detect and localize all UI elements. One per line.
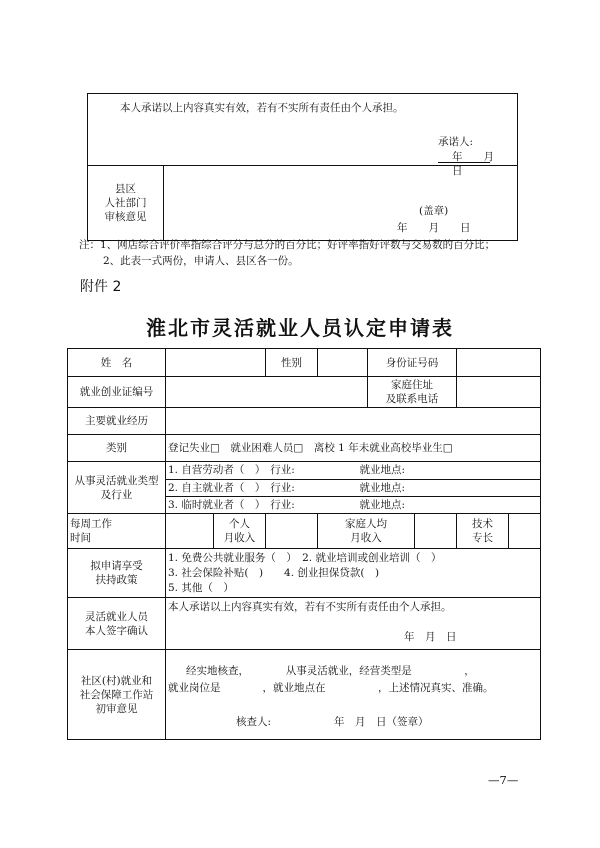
form-title: 淮北市灵活就业人员认定申请表 (146, 316, 454, 340)
pledge-date: 年 月 日 (452, 151, 515, 177)
type-label-line: 从事灵活就业类型 (74, 474, 159, 487)
type-option[interactable]: 3. 临时就业者（ ） (166, 496, 268, 513)
place-field[interactable]: 就业地点: (358, 479, 541, 496)
seal-label: (盖章) (419, 205, 449, 217)
address-label (368, 377, 457, 408)
category-options[interactable]: 登记失业□ 就业困难人员□ 离校 1 年未就业高校毕业生□ (166, 435, 541, 462)
station-line-1: 经实地核查， 从事灵活就业，经营类型是 ， (186, 665, 475, 677)
annex-label: 附件 2 (80, 279, 122, 295)
skill-label-line: 技术 (472, 518, 493, 530)
family-income-label-line: 家庭人均 (345, 518, 387, 530)
weekly-hours-field[interactable] (166, 514, 214, 549)
experience-label: 主要就业经历 (68, 408, 166, 435)
id-label: 身份证号码 (368, 349, 457, 377)
skill-label (457, 514, 509, 549)
policy-options (166, 549, 541, 598)
income-label-line: 月收入 (223, 532, 256, 544)
income-label (214, 514, 266, 549)
pledge-cell (88, 94, 518, 177)
review-date: 年 月 日 (397, 222, 471, 234)
station-line-2: 就业岗位是 ，就业地点在 ，上述情况真实、准确。 (168, 682, 494, 694)
gender-label: 性别 (266, 349, 318, 377)
sign-label-line: 灵活就业人员 (85, 610, 148, 623)
type-subtable (166, 462, 540, 513)
industry-field[interactable]: 行业: (270, 464, 295, 477)
pledge-text: 本人承诺以上内容真实有效，若有不实所有责任由个人承担。 (120, 102, 404, 114)
weekly-hours-label-line: 时间 (70, 532, 91, 544)
cert-field[interactable] (166, 377, 368, 408)
family-income-label (318, 514, 415, 549)
review-label-line: 人社部门 (104, 197, 147, 209)
industry-field[interactable]: 行业: (268, 479, 357, 496)
type-option[interactable]: 2. 自主就业者（ ） (166, 479, 268, 496)
experience-field[interactable] (166, 408, 541, 435)
station-sign: 核查人: 年 月 日（签章） (236, 716, 429, 728)
family-income-field[interactable] (415, 514, 457, 549)
sign-label-line: 本人签字确认 (85, 624, 148, 637)
income-label-line: 个人 (229, 518, 250, 530)
sign-label (68, 598, 166, 650)
page-number: —7— (488, 773, 519, 787)
note-line-1: 注：1、网店综合评价率指综合评分与总分的百分比；好评率指好评数与交易数的百分比； (79, 239, 496, 251)
sign-text: 本人承诺以上内容真实有效，若有不实所有责任由个人承担。 (168, 601, 452, 613)
policy-option[interactable]: 1. 免费公共就业服务（ ） 2. 就业培训或创业培训（ ） (168, 551, 442, 564)
skill-field[interactable] (509, 514, 541, 549)
review-opinion-cell (164, 166, 518, 241)
policy-option[interactable]: 5. 其他（ ） (168, 581, 234, 594)
address-label-line: 及联系电话 (385, 393, 439, 405)
income-field[interactable] (266, 514, 318, 549)
sign-cell[interactable] (166, 598, 541, 650)
station-cell[interactable] (166, 650, 541, 740)
station-label (68, 650, 166, 740)
id-field[interactable] (457, 349, 541, 377)
station-label-line: 初审意见 (95, 702, 138, 715)
name-field[interactable] (166, 349, 266, 377)
weekly-hours-label-line: 每周工作 (70, 518, 112, 530)
station-label-line: 社区(村)就业和 (80, 674, 153, 687)
type-label (68, 462, 166, 514)
family-income-label-line: 月收入 (350, 532, 382, 544)
review-label-line: 审核意见 (104, 211, 147, 223)
application-form (67, 348, 541, 740)
gender-field[interactable] (318, 349, 368, 377)
category-label: 类别 (68, 435, 166, 462)
weekly-hours-label (68, 514, 166, 549)
type-option[interactable]: 1. 自营劳动者（ ） (168, 464, 266, 477)
place-field[interactable]: 就业地点: (359, 464, 406, 477)
address-field[interactable] (457, 377, 541, 408)
name-label: 姓 名 (68, 349, 166, 377)
address-label-line: 家庭住址 (391, 379, 433, 391)
station-label-line: 社会保障工作站 (79, 688, 154, 701)
policy-label (68, 549, 166, 598)
type-cell (166, 462, 541, 514)
review-label-line: 县区 (115, 183, 136, 195)
industry-field[interactable]: 行业: (268, 496, 357, 513)
policy-label-line: 扶持政策 (95, 574, 138, 586)
policy-label-line: 拟申请享受 (90, 560, 143, 572)
place-field[interactable]: 就业地点: (358, 496, 541, 513)
pledger-label: 承诺人: (438, 136, 474, 148)
top-table (87, 93, 518, 241)
cert-label: 就业创业证编号 (68, 377, 166, 408)
sign-date: 年 月 日 (404, 631, 457, 643)
note-line-2: 2、此表一式两份，申请人、县区各一份。 (103, 255, 299, 267)
review-label (88, 166, 164, 241)
type-label-line: 及行业 (100, 488, 133, 501)
policy-option[interactable]: 3. 社会保险补贴( ) 4. 创业担保贷款( ) (168, 566, 380, 579)
skill-label-line: 专长 (472, 532, 493, 544)
